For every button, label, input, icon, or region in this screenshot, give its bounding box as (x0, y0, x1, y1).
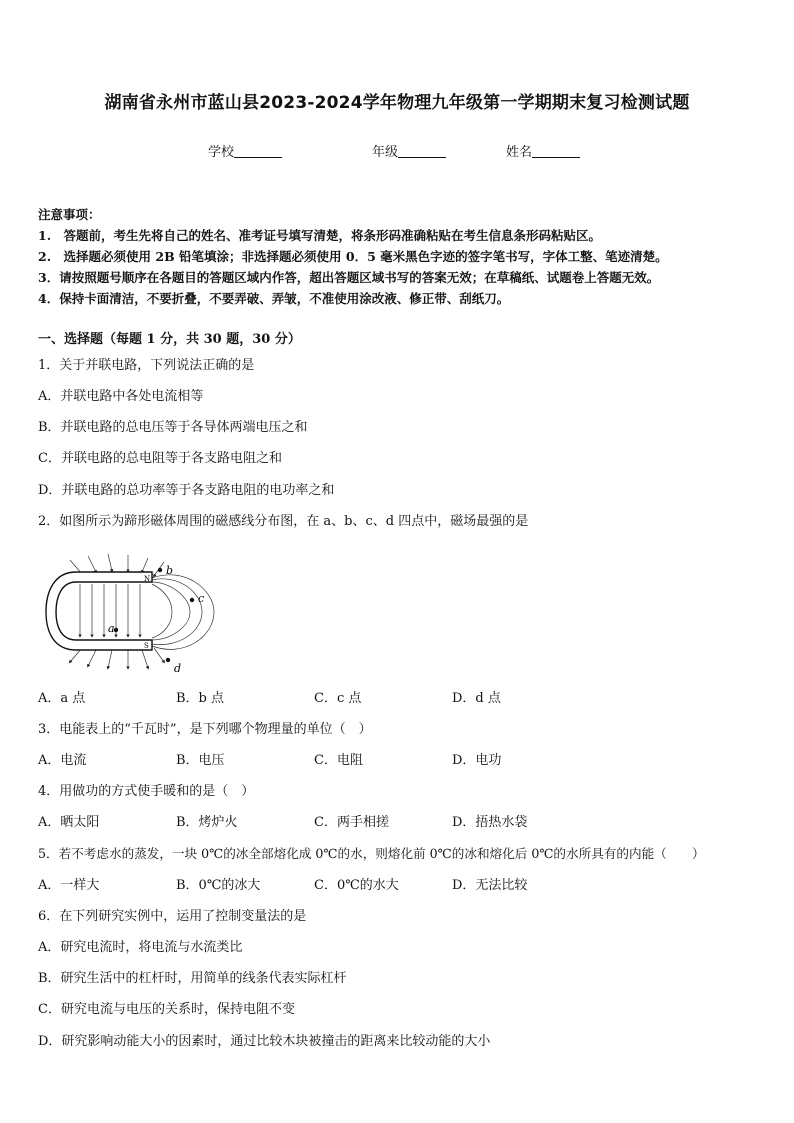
label-c: c (198, 592, 205, 605)
q2-option-d: D．d 点 (452, 691, 501, 706)
svg-text:N: N (144, 575, 151, 583)
question-1-stem: 1．关于并联电路，下列说法正确的是 (38, 358, 255, 373)
question-2-stem: 2．如图所示为蹄形磁体周围的磁感线分布图，在 a、b、c、d 四点中，磁场最强的是 (38, 514, 529, 529)
svg-text:S: S (144, 642, 149, 650)
notes-block (38, 204, 668, 309)
q6-option-d: D．研究影响动能大小的因素时，通过比较木块被撞击的距离来比较动能的大小 (38, 1034, 491, 1049)
q5-option-d: D．无法比较 (452, 878, 528, 893)
q4-option-d: D．捂热水袋 (452, 815, 528, 830)
q5-option-c: C．0℃的水大 (314, 878, 399, 893)
note-item: 4．保持卡面清洁，不要折叠，不要弄破、弄皱，不准使用涂改液、修正带、刮纸刀。 (38, 291, 510, 306)
q4-option-c: C．两手相搓 (314, 815, 389, 830)
point-c (190, 598, 194, 602)
q6-option-a: A．研究电流时，将电流与水流类比 (38, 940, 243, 955)
school-field: 学校 (208, 141, 282, 160)
page-title: 湖南省永州市蓝山县2023-2024学年物理九年级第一学期期末复习检测试题 (104, 93, 690, 113)
notes-heading: 注意事项： (38, 207, 101, 222)
q3-option-c: C．电阻 (314, 753, 363, 768)
section-heading: 一、选择题（每题 1 分，共 30 题，30 分） (38, 332, 301, 347)
q3-option-a: A．电流 (38, 753, 87, 768)
question-6-stem: 6．在下列研究实例中，运用了控制变量法的是 (38, 909, 307, 924)
q4-option-a: A．晒太阳 (38, 815, 100, 830)
q3-option-d: D．电功 (452, 753, 502, 768)
note-item: 2. 选择题必须使用 2B 铅笔填涂；非选择题必须使用 0．5 毫米黑色字迹的签字笔书写，字体工整、笔迹清楚。 (38, 249, 668, 264)
q5-option-b: B．0℃的冰大 (176, 878, 261, 893)
q2-option-c: C．c 点 (314, 691, 362, 706)
q1-option-a: A．并联电路中各处电流相等 (38, 389, 204, 404)
label-a: a (108, 622, 115, 635)
point-b (158, 568, 162, 572)
name-blank[interactable] (532, 145, 580, 158)
school-blank[interactable] (234, 145, 282, 158)
question-5-stem: 5．若不考虑水的蒸发，一块 0℃的冰全部熔化成 0℃的水，则熔化前 0℃的冰和熔化后 0℃的水所具有的内能（ ） (38, 846, 705, 861)
name-field: 姓名 (506, 141, 580, 160)
label-d: d (174, 662, 182, 675)
q6-option-b: B．研究生活中的杠杆时，用简单的线条代表实际杠杆 (38, 971, 347, 986)
question-3-stem: 3．电能表上的“千瓦时”，是下列哪个物理量的单位（ ） (38, 722, 372, 737)
q1-option-b: B．并联电路的总电压等于各导体两端电压之和 (38, 420, 308, 435)
note-item: 3．请按照题号顺序在各题目的答题区域内作答，超出答题区域书写的答案无效；在草稿纸、试题卷上答题无效。 (38, 270, 660, 285)
q2-option-a: A．a 点 (38, 691, 86, 706)
q1-option-d: D．并联电路的总功率等于各支路电阻的电功率之和 (38, 483, 335, 498)
grade-blank[interactable] (398, 145, 446, 158)
note-item: 1. 答题前，考生先将自己的姓名、准考证号填写清楚，将条形码准确粘贴在考生信息条形码粘贴区。 (38, 228, 602, 243)
grade-field: 年级 (372, 141, 446, 160)
label-b: b (166, 564, 174, 577)
q1-option-c: C．并联电路的总电阻等于各支路电阻之和 (38, 451, 282, 466)
point-d (166, 658, 170, 662)
horseshoe-magnet-figure (40, 552, 220, 678)
question-4-stem: 4．用做功的方式使手暖和的是（ ） (38, 784, 255, 799)
q3-option-b: B．电压 (176, 753, 225, 768)
q4-option-b: B．烤炉火 (176, 815, 238, 830)
q6-option-c: C．研究电流与电压的关系时，保持电阻不变 (38, 1002, 295, 1017)
q2-option-b: B．b 点 (176, 691, 225, 706)
q5-option-a: A．一样大 (38, 878, 100, 893)
